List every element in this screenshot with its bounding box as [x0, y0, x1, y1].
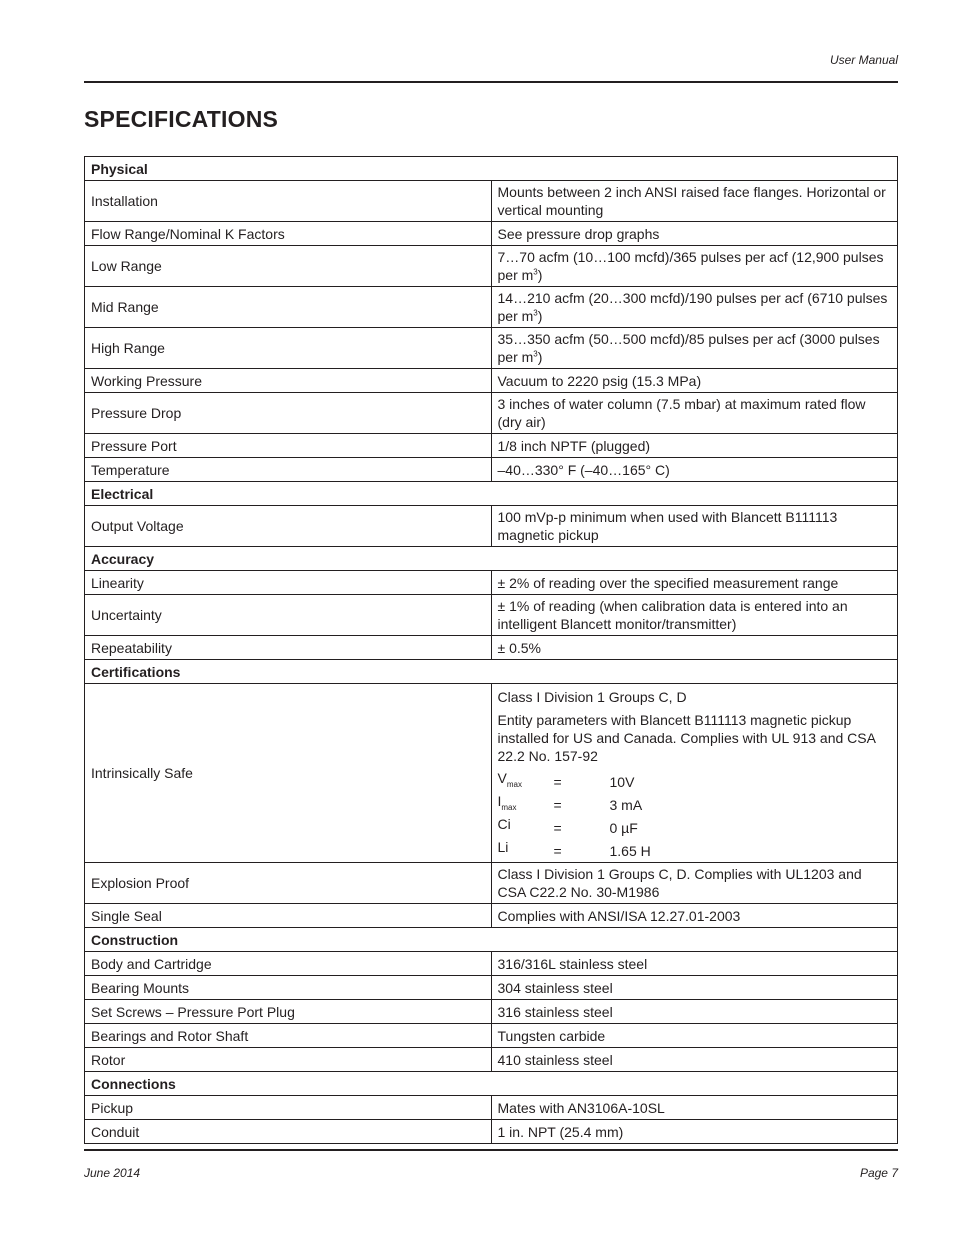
- section-title: Physical: [85, 157, 898, 181]
- spec-label: Rotor: [85, 1048, 492, 1072]
- symbol-text: I: [497, 793, 502, 809]
- equals-sign: =: [553, 842, 562, 859]
- spec-value: 3 inches of water column (7.5 mbar) at maximum rated flow (dry air): [491, 393, 898, 434]
- table-row: [85, 369, 898, 393]
- spec-value: 316/316L stainless steel: [491, 952, 898, 976]
- section-row-electrical: [85, 482, 898, 506]
- spec-value: ± 1% of reading (when calibration data is entered into an intelligent Blancett monitor/transmitter): [491, 595, 898, 636]
- spec-value-text: 7…70 acfm (10…100 mcfd)/365 pulses per acf (12,900 pulses per m: [497, 249, 884, 283]
- symbol-text: Li: [497, 839, 509, 855]
- spec-label: Body and Cartridge: [85, 952, 492, 976]
- page-title: SPECIFICATIONS: [84, 106, 279, 132]
- footer-rule: [84, 1149, 898, 1151]
- spec-label: Mid Range: [85, 287, 492, 328]
- table-row: [85, 434, 898, 458]
- table-row: [85, 328, 898, 369]
- spec-label: Flow Range/Nominal K Factors: [85, 222, 492, 246]
- section-title: Electrical: [85, 482, 898, 506]
- spec-label: Working Pressure: [85, 369, 492, 393]
- parameter-symbol: [498, 769, 554, 794]
- superscript: 3: [533, 267, 538, 277]
- section-title: Connections: [85, 1072, 898, 1096]
- spec-label: Installation: [85, 181, 492, 222]
- spec-label: Bearings and Rotor Shaft: [85, 1024, 492, 1048]
- superscript: 3: [533, 308, 538, 318]
- section-row-connections: [85, 1072, 898, 1096]
- symbol-subscript: max: [506, 780, 522, 789]
- spec-value: Vacuum to 2220 psig (15.3 MPa): [491, 369, 898, 393]
- spec-value: [491, 287, 898, 328]
- spec-value: –40…330° F (–40…165° C): [491, 458, 898, 482]
- table-row: [85, 571, 898, 595]
- table-row: [85, 595, 898, 636]
- entity-parameter: [498, 839, 892, 862]
- spec-value: ± 2% of reading over the specified measurement range: [491, 571, 898, 595]
- superscript: 3: [533, 349, 538, 359]
- section-title: Construction: [85, 928, 898, 952]
- parameter-symbol: [498, 792, 554, 817]
- spec-line: Entity parameters with Blancett B111113 magnetic pickup installed for US and Canada. Complies with UL 913 and CSA 22.2 No. 157-92: [497, 712, 876, 764]
- symbol-subscript: max: [501, 803, 517, 812]
- section-row-accuracy: [85, 547, 898, 571]
- spec-label: Linearity: [85, 571, 492, 595]
- section-row-construction: [85, 928, 898, 952]
- spec-value: 1 in. NPT (25.4 mm): [491, 1120, 898, 1144]
- table-row: [85, 863, 898, 904]
- spec-value: Mates with AN3106A-10SL: [491, 1096, 898, 1120]
- parameter-value: 0 µF: [609, 819, 638, 836]
- spec-value: Complies with ANSI/ISA 12.27.01-2003: [491, 904, 898, 928]
- spec-value-text: 35…350 acfm (50…500 mcfd)/85 pulses per acf (3000 pulses per m: [497, 331, 880, 365]
- section-title: Certifications: [85, 660, 898, 684]
- footer-page-number: Page 7: [859, 1166, 898, 1180]
- spec-value: 304 stainless steel: [491, 976, 898, 1000]
- spec-value: [491, 246, 898, 287]
- table-row: [85, 904, 898, 928]
- spec-value: Mounts between 2 inch ANSI raised face flanges. Horizontal or vertical mounting: [491, 181, 898, 222]
- spec-label: Set Screws – Pressure Port Plug: [85, 1000, 492, 1024]
- table-row: [85, 1048, 898, 1072]
- spec-value-tail: ): [537, 308, 543, 324]
- table-row: [85, 506, 898, 547]
- entity-parameter: [498, 770, 892, 793]
- table-row: [85, 181, 898, 222]
- spec-label: Pressure Port: [85, 434, 492, 458]
- table-row: [85, 246, 898, 287]
- section-row-certifications: [85, 660, 898, 684]
- spec-label: Pressure Drop: [85, 393, 492, 434]
- spec-label: High Range: [85, 328, 492, 369]
- table-row: [85, 1120, 898, 1144]
- spec-label: Repeatability: [85, 636, 492, 660]
- table-row: [85, 1096, 898, 1120]
- header-rule: [84, 81, 898, 83]
- spec-label: Bearing Mounts: [85, 976, 492, 1000]
- parameter-symbol: [498, 815, 554, 840]
- symbol-text: Ci: [497, 816, 511, 832]
- spec-value-tail: ): [537, 267, 543, 283]
- spec-value: 410 stainless steel: [491, 1048, 898, 1072]
- table-row: [85, 976, 898, 1000]
- spec-value: 100 mVp-p minimum when used with Blancett B111113 magnetic pickup: [491, 506, 898, 547]
- spec-value: Class I Division 1 Groups C, D. Complies with UL1203 and CSA C22.2 No. 30-M1986: [491, 863, 898, 904]
- spec-value-text: 14…210 acfm (20…300 mcfd)/190 pulses per acf (6710 pulses per m: [497, 290, 888, 324]
- symbol-text: V: [497, 770, 507, 786]
- table-row: [85, 636, 898, 660]
- table-row: [85, 1000, 898, 1024]
- table-row: [85, 684, 898, 863]
- spec-label: Intrinsically Safe: [85, 684, 492, 863]
- equals-sign: =: [553, 819, 562, 836]
- spec-label: Conduit: [85, 1120, 492, 1144]
- table-row: [85, 952, 898, 976]
- spec-value-tail: ): [537, 349, 543, 365]
- section-row-physical: [85, 157, 898, 181]
- equals-sign: =: [553, 796, 562, 813]
- spec-label: Pickup: [85, 1096, 492, 1120]
- equals-sign: =: [553, 773, 562, 790]
- spec-value: [491, 328, 898, 369]
- spec-value: ± 0.5%: [491, 636, 898, 660]
- entity-parameter: [498, 816, 892, 839]
- entity-parameter-list: [498, 770, 892, 862]
- table-row: [85, 458, 898, 482]
- entity-parameter: [498, 793, 892, 816]
- spec-value: [491, 684, 898, 863]
- spec-label: Uncertainty: [85, 595, 492, 636]
- spec-label: Low Range: [85, 246, 492, 287]
- spec-label: Output Voltage: [85, 506, 492, 547]
- spec-value: See pressure drop graphs: [491, 222, 898, 246]
- table-row: [85, 287, 898, 328]
- section-title: Accuracy: [85, 547, 898, 571]
- parameter-symbol: [498, 838, 554, 863]
- spec-label: Temperature: [85, 458, 492, 482]
- table-row: [85, 393, 898, 434]
- table-row: [85, 222, 898, 246]
- spec-label: Explosion Proof: [85, 863, 492, 904]
- header-label: User Manual: [829, 53, 898, 67]
- spec-value: 316 stainless steel: [491, 1000, 898, 1024]
- spec-label: Single Seal: [85, 904, 492, 928]
- spec-value: 1/8 inch NPTF (plugged): [491, 434, 898, 458]
- parameter-value: 3 mA: [609, 796, 643, 813]
- table-row: [85, 1024, 898, 1048]
- spec-value: Tungsten carbide: [491, 1024, 898, 1048]
- parameter-value: 1.65 H: [609, 842, 651, 859]
- parameter-value: 10V: [609, 773, 635, 790]
- specifications-table: [84, 156, 898, 1144]
- footer-date: June 2014: [84, 1166, 141, 1180]
- spec-line: Class I Division 1 Groups C, D: [497, 689, 687, 705]
